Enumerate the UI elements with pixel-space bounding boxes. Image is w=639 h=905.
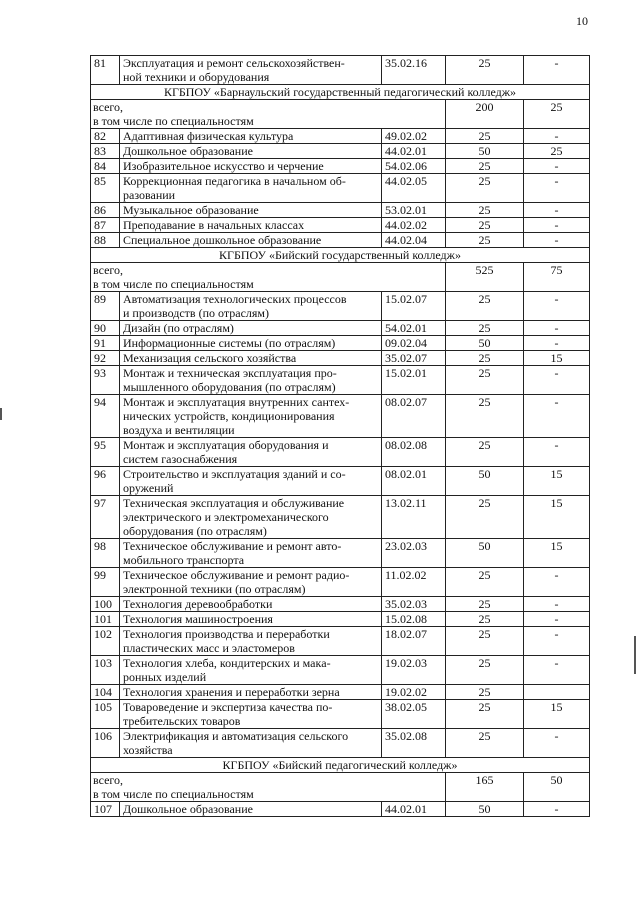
total-places: 50 xyxy=(446,467,524,496)
specialty-name: Монтаж и эксплуатация оборудования и систем газоснабжения xyxy=(120,438,382,467)
page-number: 10 xyxy=(576,14,588,28)
specialty-name: Информационные системы (по отраслям) xyxy=(120,336,382,351)
total-places: 525 xyxy=(446,263,524,292)
specialty-name: Техническое обслуживание и ремонт авто- мобильного транспорта xyxy=(120,539,382,568)
row-number: 86 xyxy=(91,203,120,218)
specialty-code: 09.02.04 xyxy=(382,336,446,351)
specialty-code: 18.02.07 xyxy=(382,627,446,656)
total-label: всего, в том числе по специальностям xyxy=(91,100,446,129)
extra-places: - xyxy=(524,656,590,685)
row-number: 82 xyxy=(91,129,120,144)
total-places: 25 xyxy=(446,218,524,233)
specialty-code: 35.02.08 xyxy=(382,729,446,758)
total-places: 165 xyxy=(446,773,524,802)
scan-mark xyxy=(634,636,636,674)
table-row xyxy=(91,438,590,467)
table-row xyxy=(91,729,590,758)
specialty-code: 53.02.01 xyxy=(382,203,446,218)
total-places: 25 xyxy=(446,203,524,218)
row-number: 105 xyxy=(91,700,120,729)
extra-places: 15 xyxy=(524,700,590,729)
table-row xyxy=(91,233,590,248)
specialty-code: 19.02.03 xyxy=(382,656,446,685)
row-number: 101 xyxy=(91,612,120,627)
extra-places: - xyxy=(524,627,590,656)
specialty-name: Техническое обслуживание и ремонт радио- электронной техники (по отраслям) xyxy=(120,568,382,597)
total-places: 50 xyxy=(446,539,524,568)
specialty-code: 08.02.01 xyxy=(382,467,446,496)
total-places: 25 xyxy=(446,292,524,321)
specialty-code: 15.02.01 xyxy=(382,366,446,395)
specialty-code: 44.02.05 xyxy=(382,174,446,203)
specialty-code: 54.02.06 xyxy=(382,159,446,174)
college-total-row xyxy=(91,100,590,129)
extra-places: 15 xyxy=(524,467,590,496)
extra-places: - xyxy=(524,233,590,248)
table-row xyxy=(91,568,590,597)
row-number: 83 xyxy=(91,144,120,159)
college-header-row xyxy=(91,248,590,263)
table-row xyxy=(91,292,590,321)
table-row xyxy=(91,467,590,496)
total-places: 25 xyxy=(446,56,524,85)
table-row xyxy=(91,218,590,233)
specialty-code: 15.02.07 xyxy=(382,292,446,321)
row-number: 87 xyxy=(91,218,120,233)
specialty-code: 08.02.07 xyxy=(382,395,446,438)
total-places: 25 xyxy=(446,685,524,700)
specialty-name: Технология производства и переработки пластических масс и эластомеров xyxy=(120,627,382,656)
row-number: 103 xyxy=(91,656,120,685)
specialty-name: Специальное дошкольное образование xyxy=(120,233,382,248)
table-row xyxy=(91,336,590,351)
total-places: 25 xyxy=(446,351,524,366)
total-places: 200 xyxy=(446,100,524,129)
table-row xyxy=(91,496,590,539)
table-row xyxy=(91,656,590,685)
extra-places: - xyxy=(524,218,590,233)
total-places: 50 xyxy=(446,802,524,817)
extra-places: - xyxy=(524,366,590,395)
extra-places: 15 xyxy=(524,496,590,539)
specialty-code: 15.02.08 xyxy=(382,612,446,627)
extra-places xyxy=(524,685,590,700)
extra-places: - xyxy=(524,159,590,174)
table-row xyxy=(91,129,590,144)
row-number: 96 xyxy=(91,467,120,496)
total-places: 25 xyxy=(446,395,524,438)
total-places: 25 xyxy=(446,438,524,467)
table-row xyxy=(91,802,590,817)
extra-places: - xyxy=(524,321,590,336)
specialty-name: Монтаж и техническая эксплуатация про- мышленного оборудования (по отраслям) xyxy=(120,366,382,395)
total-places: 25 xyxy=(446,174,524,203)
row-number: 84 xyxy=(91,159,120,174)
total-places: 25 xyxy=(446,656,524,685)
scan-mark xyxy=(0,408,2,420)
specialty-code: 44.02.01 xyxy=(382,802,446,817)
table-row xyxy=(91,174,590,203)
specialty-name: Дошкольное образование xyxy=(120,802,382,817)
specialty-name: Технология деревообработки xyxy=(120,597,382,612)
extra-places: - xyxy=(524,802,590,817)
specialty-code: 19.02.02 xyxy=(382,685,446,700)
total-places: 25 xyxy=(446,496,524,539)
row-number: 85 xyxy=(91,174,120,203)
row-number: 99 xyxy=(91,568,120,597)
college-header-row xyxy=(91,758,590,773)
specialty-name: Дошкольное образование xyxy=(120,144,382,159)
table-row xyxy=(91,56,590,85)
row-number: 100 xyxy=(91,597,120,612)
college-total-row xyxy=(91,773,590,802)
extra-places: - xyxy=(524,612,590,627)
extra-places: - xyxy=(524,438,590,467)
table-row xyxy=(91,351,590,366)
specialty-name: Техническая эксплуатация и обслуживание электрического и электромеханического оборудования (по отраслям) xyxy=(120,496,382,539)
specialty-name: Монтаж и эксплуатация внутренних сантех- нических устройств, кондиционирования воздуха и вентиляции xyxy=(120,395,382,438)
table-row xyxy=(91,685,590,700)
specialty-code: 35.02.07 xyxy=(382,351,446,366)
specialty-name: Изобразительное искусство и черчение xyxy=(120,159,382,174)
extra-places: 25 xyxy=(524,144,590,159)
total-places: 25 xyxy=(446,612,524,627)
extra-places: - xyxy=(524,56,590,85)
total-label: всего, в том числе по специальностям xyxy=(91,773,446,802)
table-row xyxy=(91,539,590,568)
table-row xyxy=(91,144,590,159)
specialty-code: 35.02.03 xyxy=(382,597,446,612)
extra-places: 15 xyxy=(524,351,590,366)
total-places: 50 xyxy=(446,144,524,159)
table-row xyxy=(91,395,590,438)
specialty-name: Технология хлеба, кондитерских и макa- ронных изделий xyxy=(120,656,382,685)
total-places: 25 xyxy=(446,700,524,729)
row-number: 89 xyxy=(91,292,120,321)
total-places: 25 xyxy=(446,627,524,656)
row-number: 102 xyxy=(91,627,120,656)
row-number: 97 xyxy=(91,496,120,539)
total-label: всего, в том числе по специальностям xyxy=(91,263,446,292)
college-name: КГБПОУ «Бийский государственный колледж» xyxy=(91,248,590,263)
extra-places: - xyxy=(524,292,590,321)
extra-places: - xyxy=(524,174,590,203)
total-places: 25 xyxy=(446,568,524,597)
specialty-code: 23.02.03 xyxy=(382,539,446,568)
total-places: 25 xyxy=(446,729,524,758)
row-number: 95 xyxy=(91,438,120,467)
total-places: 25 xyxy=(446,129,524,144)
extra-places: 50 xyxy=(524,773,590,802)
specialty-name: Электрификация и автоматизация сельского хозяйства xyxy=(120,729,382,758)
row-number: 91 xyxy=(91,336,120,351)
row-number: 94 xyxy=(91,395,120,438)
admission-plan-table xyxy=(90,55,590,817)
specialty-name: Технология машиностроения xyxy=(120,612,382,627)
specialty-code: 54.02.01 xyxy=(382,321,446,336)
extra-places: - xyxy=(524,568,590,597)
specialty-name: Товароведение и экспертиза качества по- требительских товаров xyxy=(120,700,382,729)
specialty-name: Эксплуатация и ремонт сельскохозяйствен- ной техники и оборудования xyxy=(120,56,382,85)
specialty-name: Строительство и эксплуатация зданий и со- оружений xyxy=(120,467,382,496)
row-number: 92 xyxy=(91,351,120,366)
total-places: 25 xyxy=(446,366,524,395)
specialty-name: Адаптивная физическая культура xyxy=(120,129,382,144)
row-number: 81 xyxy=(91,56,120,85)
extra-places: - xyxy=(524,129,590,144)
row-number: 90 xyxy=(91,321,120,336)
extra-places: - xyxy=(524,395,590,438)
extra-places: 75 xyxy=(524,263,590,292)
table-row xyxy=(91,159,590,174)
total-places: 25 xyxy=(446,233,524,248)
specialty-code: 08.02.08 xyxy=(382,438,446,467)
specialty-code: 49.02.02 xyxy=(382,129,446,144)
specialty-name: Механизация сельского хозяйства xyxy=(120,351,382,366)
row-number: 104 xyxy=(91,685,120,700)
specialty-name: Автоматизация технологических процессов и производств (по отраслям) xyxy=(120,292,382,321)
college-name: КГБПОУ «Бийский педагогический колледж» xyxy=(91,758,590,773)
row-number: 98 xyxy=(91,539,120,568)
extra-places: 15 xyxy=(524,539,590,568)
total-places: 50 xyxy=(446,336,524,351)
table-row xyxy=(91,203,590,218)
college-total-row xyxy=(91,263,590,292)
specialty-name: Музыкальное образование xyxy=(120,203,382,218)
specialty-name: Коррекционная педагогика в начальном об- разовании xyxy=(120,174,382,203)
row-number: 88 xyxy=(91,233,120,248)
specialty-code: 44.02.04 xyxy=(382,233,446,248)
college-header-row xyxy=(91,85,590,100)
specialty-code: 11.02.02 xyxy=(382,568,446,597)
table-row xyxy=(91,612,590,627)
total-places: 25 xyxy=(446,159,524,174)
table-body xyxy=(91,56,590,817)
extra-places: 25 xyxy=(524,100,590,129)
specialty-code: 44.02.01 xyxy=(382,144,446,159)
total-places: 25 xyxy=(446,597,524,612)
row-number: 107 xyxy=(91,802,120,817)
table-row xyxy=(91,366,590,395)
row-number: 93 xyxy=(91,366,120,395)
specialty-code: 13.02.11 xyxy=(382,496,446,539)
total-places: 25 xyxy=(446,321,524,336)
specialty-name: Преподавание в начальных классах xyxy=(120,218,382,233)
specialty-code: 38.02.05 xyxy=(382,700,446,729)
specialty-code: 44.02.02 xyxy=(382,218,446,233)
table-row xyxy=(91,627,590,656)
specialty-code: 35.02.16 xyxy=(382,56,446,85)
table-row xyxy=(91,597,590,612)
extra-places: - xyxy=(524,729,590,758)
extra-places: - xyxy=(524,336,590,351)
extra-places: - xyxy=(524,597,590,612)
specialty-name: Дизайн (по отраслям) xyxy=(120,321,382,336)
college-name: КГБПОУ «Барнаульский государственный педагогический колледж» xyxy=(91,85,590,100)
table-row xyxy=(91,321,590,336)
row-number: 106 xyxy=(91,729,120,758)
extra-places: - xyxy=(524,203,590,218)
specialty-name: Технология хранения и переработки зерна xyxy=(120,685,382,700)
table-row xyxy=(91,700,590,729)
